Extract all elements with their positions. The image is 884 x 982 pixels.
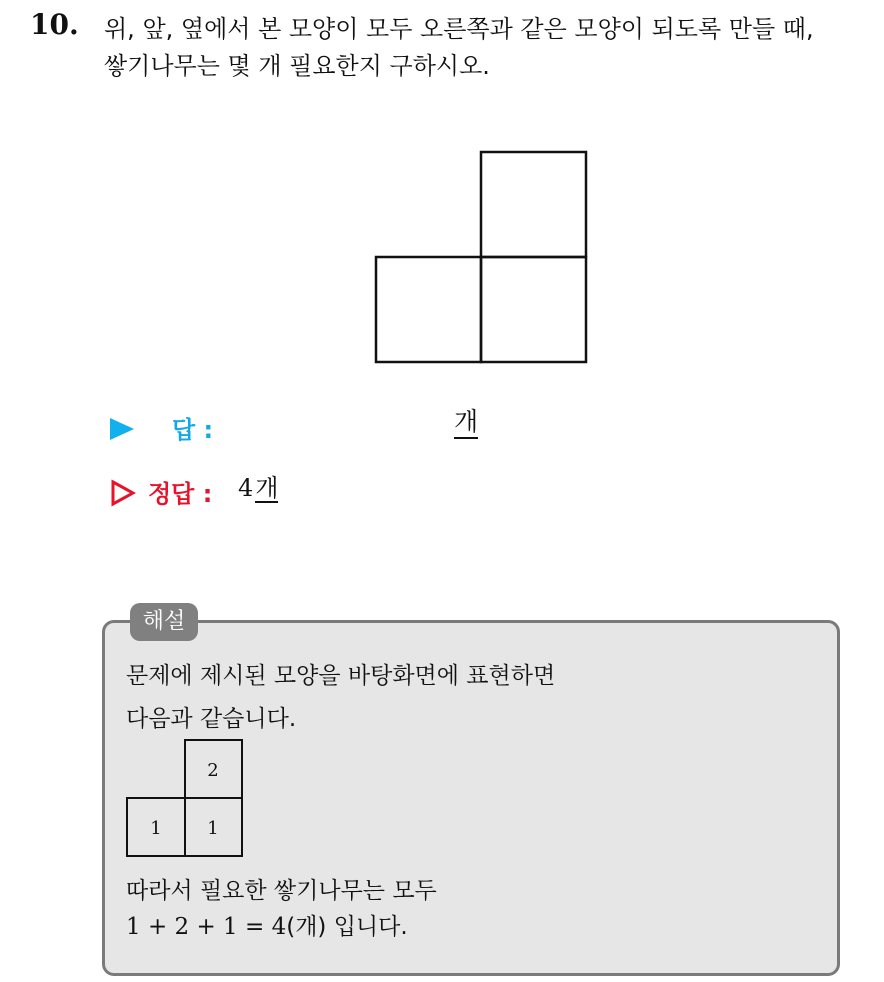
question-number: 10.	[30, 8, 79, 41]
formula-unit: (개)	[286, 914, 327, 940]
question-text-line-2: 쌓기나무는 몇 개 필요한지 구하시오.	[104, 52, 490, 80]
answer-unit: 개	[454, 408, 478, 439]
grid-number-bottom-left: 1	[150, 818, 162, 839]
explanation-tab: 해설	[130, 603, 198, 641]
formula-expression: 1 + 2 + 1 = 4	[126, 914, 287, 940]
correct-answer-number: 4	[238, 474, 254, 502]
formula-end: 입니다.	[326, 914, 408, 940]
answer-label: 답 :	[172, 416, 214, 444]
grid-number-bottom-right: 1	[207, 818, 219, 839]
question-text-line-1: 위, 앞, 옆에서 본 모양이 모두 오른쪽과 같은 모양이 되도록 만들 때,	[104, 15, 814, 43]
explanation-line-2: 다음과 같습니다.	[126, 706, 297, 732]
correct-answer-unit: 개	[255, 474, 279, 502]
explanation-line-1: 문제에 제시된 모양을 바탕화면에 표현하면	[126, 663, 556, 689]
grid-number-top: 2	[207, 760, 219, 781]
explanation-formula	[126, 908, 408, 941]
explanation-line-3: 따라서 필요한 쌓기나무는 모두	[126, 878, 437, 904]
correct-answer-label: 정답 :	[148, 480, 213, 508]
